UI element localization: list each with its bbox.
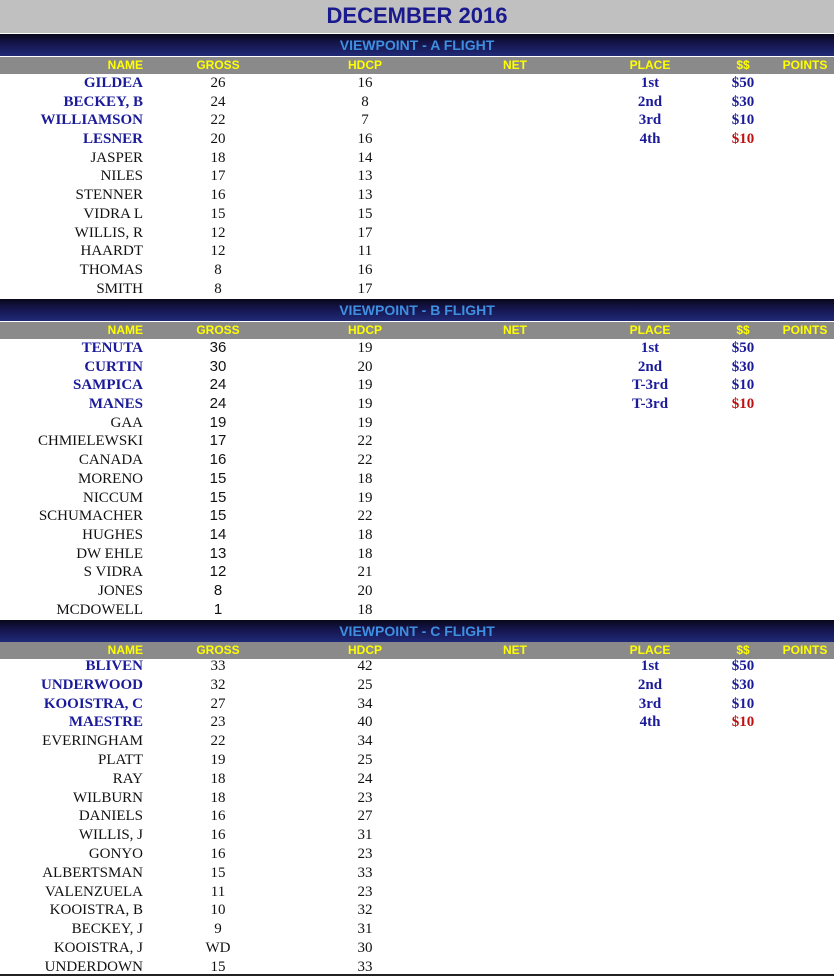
column-header-place: PLACE [629, 643, 671, 657]
prize-row [0, 676, 834, 695]
prize-amount: $10 [731, 112, 755, 129]
player-hdcp: 33 [357, 958, 373, 975]
prize-place: T-3rd [631, 396, 669, 413]
prize-amount: $10 [731, 714, 755, 731]
player-name: STENNER [75, 187, 143, 204]
player-hdcp: 16 [357, 75, 373, 91]
player-hdcp: 17 [357, 224, 373, 241]
column-header-place: PLACE [629, 323, 671, 337]
prize-place: 3rd [638, 112, 662, 129]
player-row [0, 563, 834, 582]
column-header-points: POINTS [782, 643, 828, 657]
player-name: MCDOWELL [56, 601, 143, 618]
column-header-hdcp: HDCP [347, 58, 382, 72]
player-name: PLATT [98, 751, 143, 768]
player-name: ALBERTSMAN [42, 864, 143, 881]
prize-amount: $30 [731, 358, 755, 375]
prize-amount: $30 [731, 676, 755, 693]
player-row [0, 939, 834, 958]
column-header-net: NET [503, 643, 527, 657]
player-hdcp: 11 [357, 243, 373, 260]
player-gross: 15 [210, 958, 226, 975]
player-gross: 33 [210, 658, 226, 674]
player-name: BECKEY, B [63, 93, 143, 110]
player-gross: 15 [210, 205, 226, 222]
player-gross: 19 [210, 751, 226, 768]
player-row [0, 149, 834, 168]
player-name: RAY [112, 770, 143, 787]
player-name: MORENO [77, 470, 143, 487]
prize-place: 4th [639, 131, 661, 148]
player-gross: 18 [210, 770, 226, 787]
player-name: UNDERDOWN [44, 958, 143, 975]
player-gross: 17 [210, 168, 226, 185]
player-name: GILDEA [83, 75, 143, 91]
player-row [0, 770, 834, 789]
player-name: JASPER [90, 149, 143, 166]
player-name: CHMIELEWSKI [38, 433, 143, 450]
player-name: KOOISTRA, C [43, 695, 143, 712]
column-header-gross: GROSS [196, 643, 240, 657]
player-hdcp: 42 [357, 658, 373, 674]
player-row [0, 470, 834, 489]
player-hdcp: 13 [357, 187, 373, 204]
player-hdcp: 16 [357, 131, 373, 148]
player-hdcp: 24 [357, 770, 373, 787]
flight-c-title: VIEWPOINT - C FLIGHT [0, 620, 834, 642]
player-hdcp: 33 [357, 864, 373, 881]
prize-amount: $50 [731, 658, 755, 674]
player-gross: 15 [210, 864, 226, 881]
player-hdcp: 19 [357, 414, 373, 431]
player-gross: 13 [209, 544, 227, 562]
prize-place: 2nd [637, 358, 663, 375]
player-gross: 11 [210, 883, 226, 900]
player-hdcp: 34 [357, 733, 373, 750]
player-row [0, 205, 834, 224]
player-row [0, 507, 834, 526]
player-hdcp: 18 [357, 545, 373, 562]
player-hdcp: 22 [357, 508, 373, 525]
column-header-name: NAME [107, 58, 143, 72]
prize-amount: $10 [731, 131, 755, 148]
player-hdcp: 15 [357, 205, 373, 222]
player-hdcp: 31 [357, 827, 373, 844]
flight-a-column-header [0, 57, 834, 74]
column-header-points: POINTS [782, 323, 828, 337]
player-row [0, 601, 834, 620]
column-header-money: $$ [736, 643, 750, 657]
column-header-money: $$ [736, 323, 750, 337]
player-hdcp: 18 [357, 526, 373, 543]
flight-b-column-header [0, 322, 834, 339]
player-row [0, 807, 834, 826]
prize-place: 2nd [637, 676, 663, 693]
player-name: BLIVEN [85, 658, 143, 674]
player-hdcp: 19 [357, 396, 373, 413]
player-row [0, 261, 834, 280]
player-hdcp: 25 [357, 751, 373, 768]
player-gross: 16 [210, 808, 226, 825]
player-gross: 8 [214, 280, 222, 297]
player-hdcp: 23 [357, 845, 373, 862]
prize-amount: $30 [731, 93, 755, 110]
player-hdcp: 7 [361, 112, 369, 129]
prize-amount: $10 [731, 396, 755, 413]
prize-place: 2nd [637, 93, 663, 110]
column-header-hdcp: HDCP [347, 643, 382, 657]
player-name: SAMPICA [73, 377, 143, 394]
player-row [0, 451, 834, 470]
player-name: HAARDT [80, 243, 143, 260]
player-row [0, 545, 834, 564]
prize-row [0, 111, 834, 130]
player-gross: 22 [210, 112, 226, 129]
player-name: WILBURN [73, 789, 143, 806]
column-header-net: NET [503, 58, 527, 72]
player-gross: 1 [213, 600, 223, 618]
column-header-place: PLACE [629, 58, 671, 72]
player-hdcp: 25 [357, 676, 373, 693]
player-row [0, 901, 834, 920]
player-hdcp: 32 [357, 902, 373, 919]
column-header-name: NAME [107, 323, 143, 337]
player-gross: 32 [210, 676, 226, 693]
column-header-name: NAME [107, 643, 143, 657]
player-gross: 12 [210, 243, 226, 260]
player-row [0, 789, 834, 808]
prize-place: 3rd [638, 695, 662, 712]
player-name: VALENZUELA [44, 883, 143, 900]
player-gross: 8 [213, 581, 223, 599]
player-hdcp: 30 [357, 939, 373, 956]
prize-place: 1st [640, 340, 660, 356]
player-name: DW EHLE [76, 545, 143, 562]
player-gross: 15 [209, 488, 227, 506]
player-gross: 10 [210, 902, 226, 919]
player-row [0, 414, 834, 433]
player-name: JONES [97, 582, 143, 599]
player-row [0, 432, 834, 451]
player-name: GAA [110, 414, 143, 431]
prize-row [0, 93, 834, 112]
player-hdcp: 18 [357, 470, 373, 487]
player-name: LESNER [82, 131, 143, 148]
player-row [0, 883, 834, 902]
player-gross: 8 [214, 261, 222, 278]
player-name: WILLIS, R [74, 224, 143, 241]
player-row [0, 845, 834, 864]
player-gross: 20 [210, 131, 226, 148]
prize-row [0, 376, 834, 395]
prize-row [0, 713, 834, 732]
player-name: UNDERWOOD [41, 676, 143, 693]
player-gross: 27 [210, 695, 226, 712]
flight-a-prize-list [0, 74, 834, 149]
prize-row [0, 695, 834, 714]
player-gross: 24 [209, 395, 227, 413]
player-gross: 16 [210, 827, 226, 844]
player-row [0, 526, 834, 545]
prize-row [0, 74, 834, 93]
player-name: SMITH [96, 280, 143, 297]
player-name: NILES [100, 168, 143, 185]
player-row [0, 489, 834, 508]
player-name: MAESTRE [68, 714, 143, 731]
player-gross: WD [205, 939, 231, 956]
player-hdcp: 19 [357, 377, 373, 394]
player-name: CANADA [78, 452, 143, 469]
player-row [0, 167, 834, 186]
player-hdcp: 23 [357, 883, 373, 900]
prize-row [0, 339, 834, 358]
player-name: GONYO [88, 845, 143, 862]
player-name: SCHUMACHER [38, 508, 143, 525]
player-name: TENUTA [81, 340, 143, 356]
flight-b-title: VIEWPOINT - B FLIGHT [0, 299, 834, 321]
flight-b-prize-list [0, 339, 834, 414]
player-name: WILLIS, J [78, 827, 143, 844]
column-header-gross: GROSS [196, 58, 240, 72]
player-hdcp: 18 [357, 601, 373, 618]
player-gross: 17 [209, 432, 227, 450]
prize-row [0, 395, 834, 414]
player-hdcp: 8 [361, 93, 369, 110]
player-hdcp: 27 [357, 808, 373, 825]
player-gross: 18 [210, 149, 226, 166]
player-hdcp: 19 [357, 340, 373, 356]
player-gross: 18 [210, 789, 226, 806]
player-hdcp: 22 [357, 452, 373, 469]
player-hdcp: 21 [357, 564, 373, 581]
prize-amount: $10 [731, 377, 755, 394]
column-header-money: $$ [736, 58, 750, 72]
player-row [0, 280, 834, 299]
player-gross: 16 [210, 845, 226, 862]
player-name: HUGHES [82, 526, 143, 543]
player-hdcp: 14 [357, 149, 373, 166]
column-header-net: NET [503, 323, 527, 337]
player-name: MANES [88, 396, 143, 413]
player-name: NICCUM [82, 489, 143, 506]
player-name: CURTIN [84, 358, 143, 375]
player-name: BECKEY, J [71, 921, 143, 938]
player-gross: 16 [210, 187, 226, 204]
player-gross: 19 [209, 413, 227, 431]
player-row [0, 186, 834, 205]
flight-c-prize-list [0, 657, 834, 732]
prize-place: 1st [640, 658, 660, 674]
player-gross: 9 [214, 921, 222, 938]
player-name: VIDRA L [83, 205, 143, 222]
player-hdcp: 19 [357, 489, 373, 506]
player-hdcp: 16 [357, 261, 373, 278]
player-row [0, 864, 834, 883]
player-name: WILLIAMSON [40, 112, 143, 129]
player-hdcp: 20 [357, 358, 373, 375]
player-name: S VIDRA [83, 564, 143, 581]
column-header-hdcp: HDCP [347, 323, 382, 337]
player-gross: 12 [210, 224, 226, 241]
player-gross: 30 [209, 357, 227, 375]
prize-place: 4th [639, 714, 661, 731]
player-row [0, 582, 834, 601]
player-gross: 16 [209, 451, 227, 469]
player-name: KOOISTRA, J [53, 939, 143, 956]
player-gross: 24 [209, 376, 227, 394]
player-hdcp: 17 [357, 280, 373, 297]
player-gross: 12 [209, 563, 227, 581]
player-hdcp: 31 [357, 921, 373, 938]
player-row [0, 826, 834, 845]
column-header-gross: GROSS [196, 323, 240, 337]
player-row [0, 242, 834, 261]
prize-place: T-3rd [631, 377, 669, 394]
prize-amount: $10 [731, 695, 755, 712]
prize-row [0, 657, 834, 676]
player-gross: 15 [209, 469, 227, 487]
player-gross: 24 [210, 93, 226, 110]
player-name: DANIELS [78, 808, 143, 825]
player-gross: 36 [209, 339, 227, 356]
player-gross: 22 [210, 733, 226, 750]
player-gross: 14 [209, 525, 227, 543]
player-row [0, 958, 834, 977]
flight-a-title: VIEWPOINT - A FLIGHT [0, 34, 834, 56]
player-row [0, 732, 834, 751]
player-hdcp: 40 [357, 714, 373, 731]
player-hdcp: 13 [357, 168, 373, 185]
player-hdcp: 20 [357, 582, 373, 599]
player-name: THOMAS [79, 261, 143, 278]
prize-row [0, 130, 834, 149]
column-header-points: POINTS [782, 58, 828, 72]
player-gross: 15 [209, 507, 227, 525]
player-gross: 23 [210, 714, 226, 731]
player-hdcp: 23 [357, 789, 373, 806]
player-row [0, 920, 834, 939]
player-row [0, 751, 834, 770]
prize-amount: $50 [731, 75, 755, 91]
player-hdcp: 22 [357, 433, 373, 450]
prize-place: 1st [640, 75, 660, 91]
player-hdcp: 34 [357, 695, 373, 712]
prize-amount: $50 [731, 340, 755, 356]
prize-row [0, 358, 834, 377]
player-name: KOOISTRA, B [49, 902, 143, 919]
player-gross: 26 [210, 75, 226, 91]
player-row [0, 224, 834, 243]
player-name: EVERINGHAM [42, 733, 143, 750]
page-title: DECEMBER 2016 [0, 0, 834, 33]
